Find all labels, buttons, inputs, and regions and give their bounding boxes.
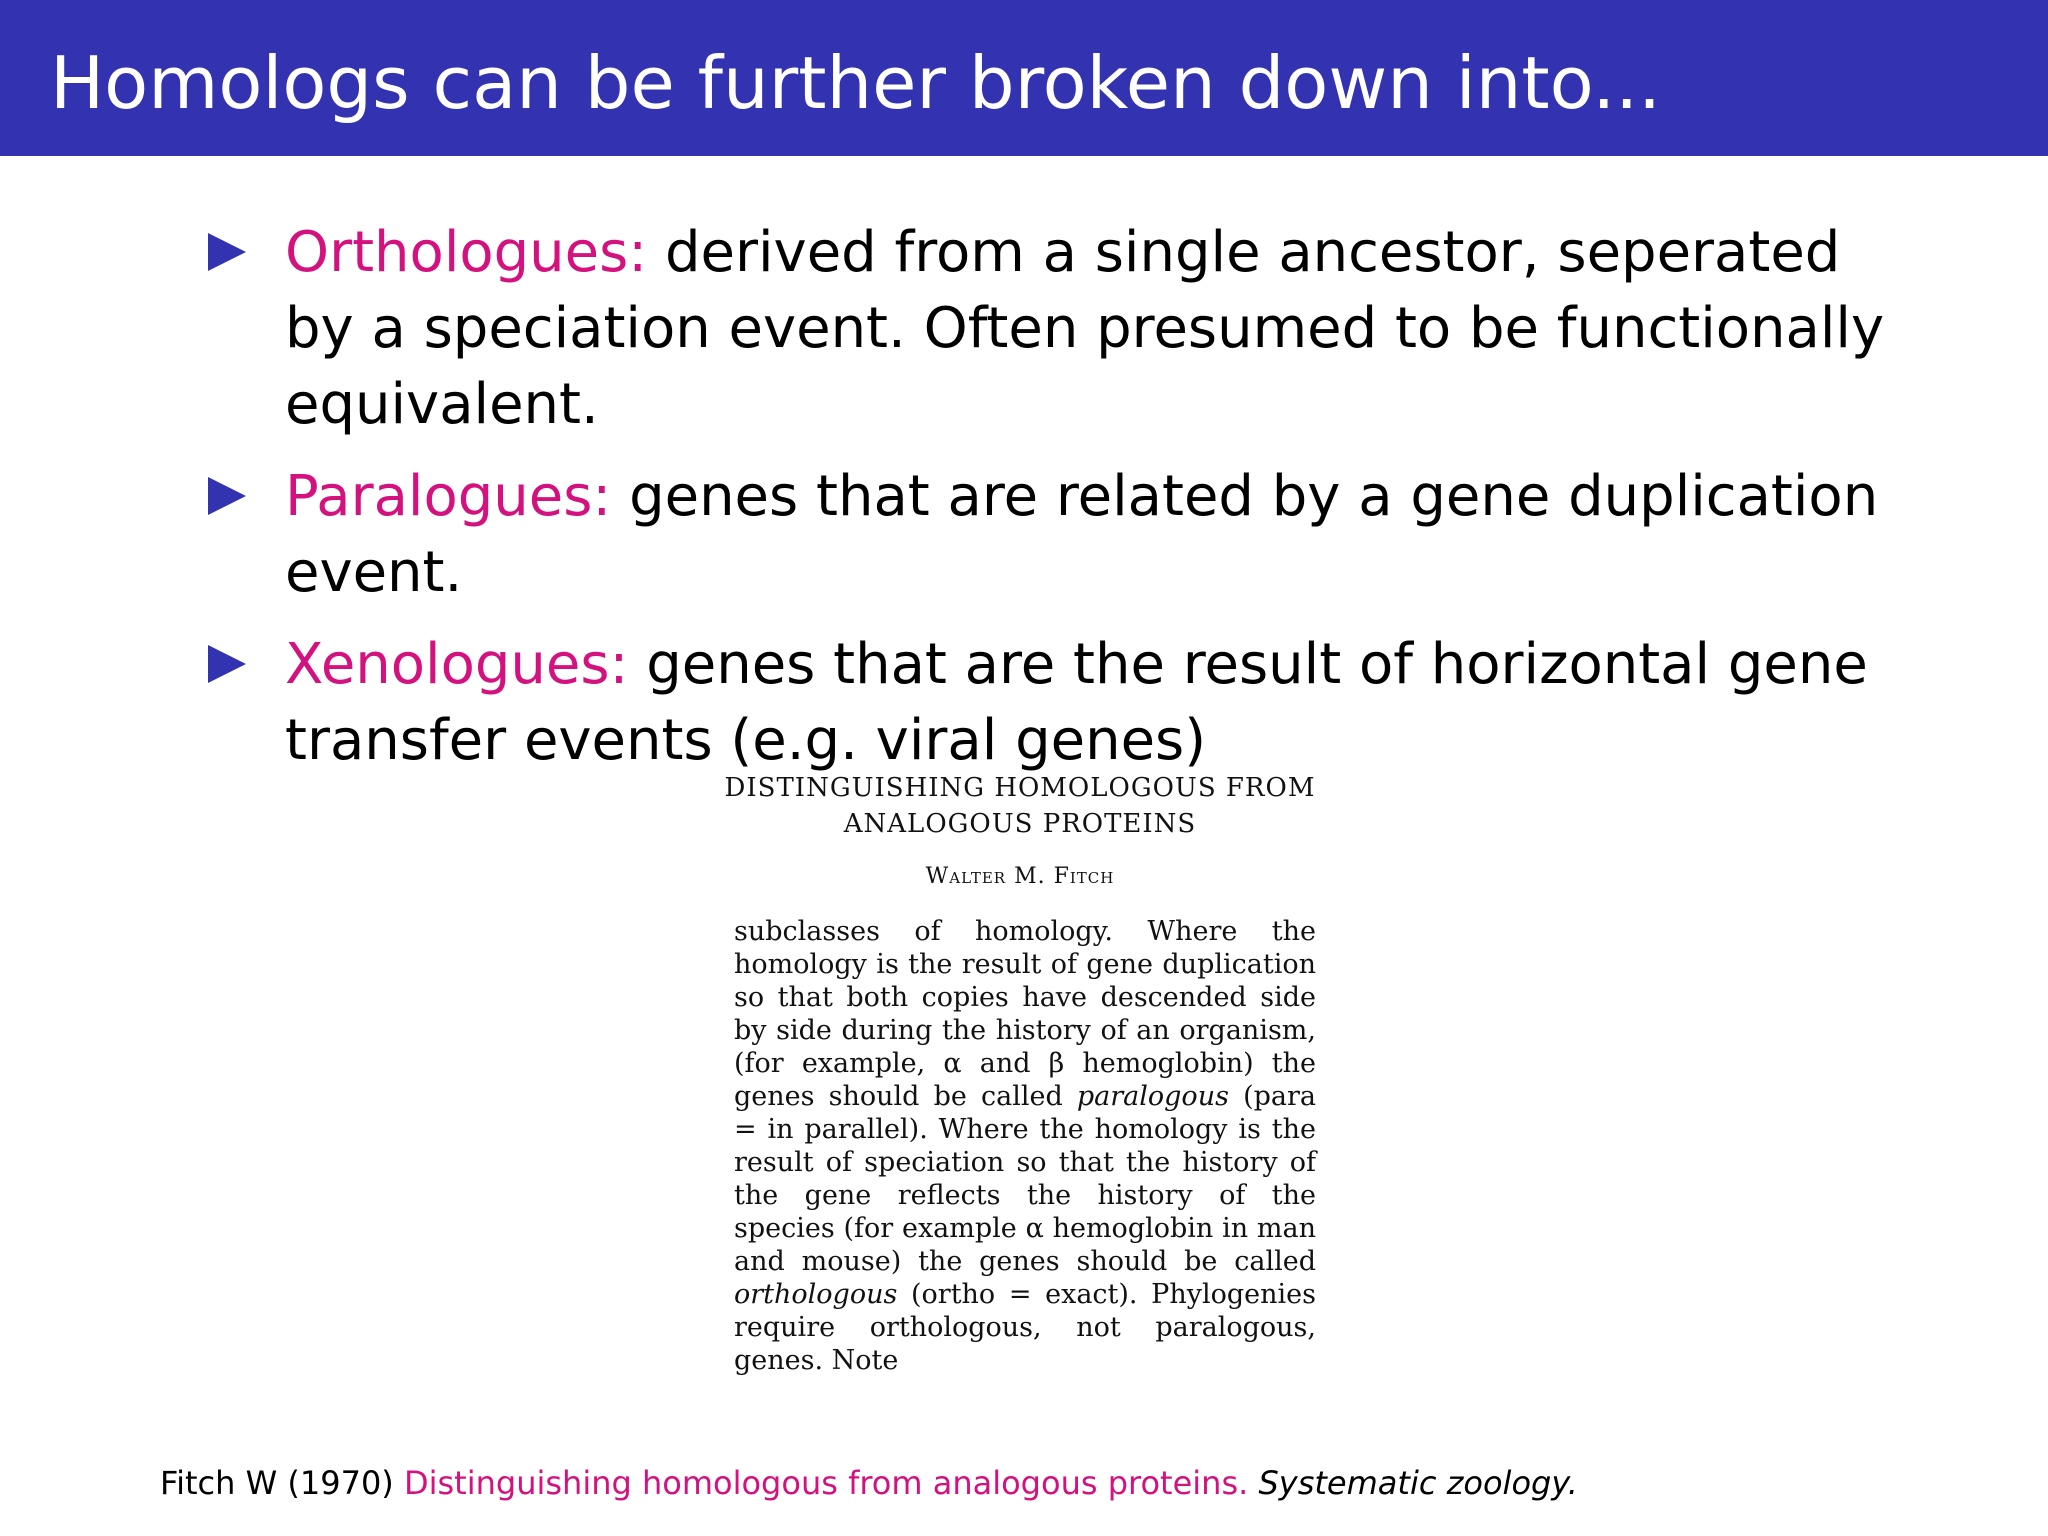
bullet-triangle-icon: [208, 645, 246, 683]
paper-title: DISTINGUISHING HOMOLOGOUS FROM ANALOGOUS PROTEINS: [724, 773, 1316, 839]
bullet-text: derived from a single ancestor, seperated by a speciation event. Often presumed to be functionally equivalent.: [285, 220, 1885, 437]
bullet-paralogues: [205, 459, 1905, 611]
paper-term-paralogous: paralogous: [1076, 1081, 1229, 1112]
paper-body-text: (ortho = exact). Phylogenies require orthologous, not paralogous, genes. Note: [734, 1279, 1316, 1376]
bullet-text: genes that are related by a gene duplication event.: [285, 464, 1879, 605]
citation-journal: Systematic zoology.: [1258, 1464, 1578, 1502]
bullet-triangle-icon: [208, 477, 246, 515]
paper-body-text: subclasses of homology. Where the homology is the result of gene duplication so that both copies have descended side by side during the history of an organism, (for example, α and β hemoglobin) the genes should be called: [734, 916, 1316, 1112]
citation-authors: Fitch W (1970): [160, 1464, 404, 1502]
bullet-list: [205, 215, 1905, 795]
slide-title: Homologs can be further broken down into...: [50, 41, 1662, 125]
bullet-term: Xenologues:: [285, 632, 629, 697]
bullet-orthologues: [205, 215, 1905, 443]
citation: [160, 1464, 1578, 1502]
paper-body: [734, 915, 1316, 1377]
citation-title-link[interactable]: Distinguishing homologous from analogous proteins.: [403, 1464, 1249, 1502]
paper-body-text: (para = in parallel). Where the homology is the result of speciation so that the history of the gene reflects the history of the species (for example α hemoglobin in man and mouse) the genes should be called: [734, 1081, 1316, 1277]
bullet-term: Paralogues:: [285, 464, 612, 529]
bullet-triangle-icon: [208, 233, 246, 271]
title-bar: [0, 0, 2048, 156]
bullet-text: genes that are the result of horizontal gene transfer events (e.g. viral genes): [285, 632, 1868, 773]
bullet-xenologues: [205, 627, 1905, 779]
bullet-term: Orthologues:: [285, 220, 648, 285]
paper-author: Walter M. Fitch: [925, 864, 1115, 889]
paper-excerpt-image: [700, 770, 1340, 1377]
paper-term-orthologous: orthologous: [734, 1279, 898, 1310]
